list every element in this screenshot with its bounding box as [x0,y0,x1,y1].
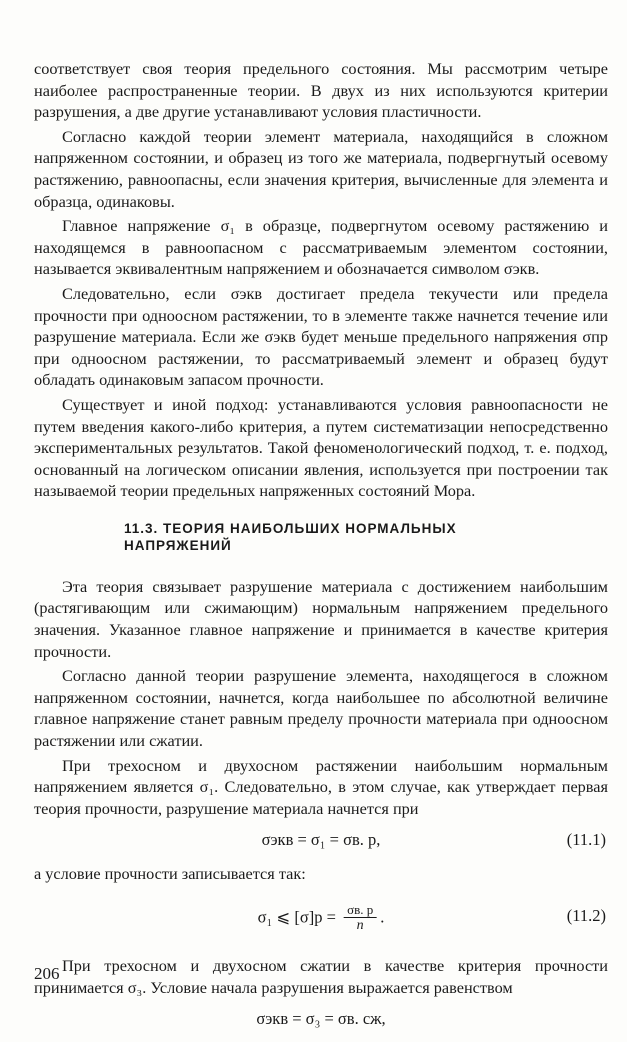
section-heading-line: 11.3. ТЕОРИЯ НАИБОЛЬШИХ НОРМАЛЬНЫХ [124,520,457,536]
equation-left: σ₁ ⩽ [σ]р = [257,907,336,927]
fraction-denominator: n [356,918,364,933]
fraction [344,903,376,934]
section-heading-line: НАПРЯЖЕНИЙ [124,537,232,553]
equation-number: (11.2) [566,906,606,925]
equation-number: (11.1) [566,830,606,850]
paragraph: Согласно данной теории разрушение элемента, находящегося в сложном напряженном состоянии, начнется, когда наибольшее по абсолютной величине главное напряжение станет равным пределу прочности материала при одноосном растяжении или сжатии. [34,666,608,751]
equation-11-2 [34,897,608,937]
paragraph: При трехосном и двухосном сжатии в качестве критерия прочности принимается σ₃. Условие начала разрушения выражается равенством [34,956,608,997]
paragraph: Эта теория связывает разрушение материала с достижением наибольшим (растягивающим или сжимающим) нормальным напряжением предельного значения. Указанное главное напряжение и принимается в качестве критерия прочности. [34,576,608,661]
equation-11-1 [34,827,608,853]
equation-tail: . [380,907,385,927]
paragraph: При трехосном и двухосном растяжении наибольшим нормальным напряжением является σ₁. Следовательно, в этом случае, как утверждает первая теория прочности, разрушение материала начнется при [34,755,608,818]
paragraph: Согласно каждой теории элемент материала, находящийся в сложном напряженном состоянии, и образец из того же материала, подвергнутый осевому растяжению, равноопасны, если значения критерия, вычисленные для элемента и образца, одинаковы. [34,126,608,211]
equation-expression: σэкв = σ₁ = σв. р, [261,830,381,850]
equation-expression: σэкв = σ₃ = σв. сж, [256,1009,386,1029]
equation-expression [258,903,385,934]
section-heading [124,520,608,554]
paragraph: Главное напряжение σ₁ в образце, подвергнутом осевому растяжению и находящемся в равноопасном с рассматриваемым элементом состоянии, называется эквивалентным напряжением и обозначается символом σэкв. [34,216,608,279]
paragraph: Существует и иной подход: устанавливаются условия равноопасности не путем введения какого-либо критерия, а путем систематизации непосредственно экспериментальных результатов. Такой феноменологический подход, т. е. подход, основанный на логическом описании явления, используется при построении так называемой теории предельных напряженных состояний Мора. [34,394,608,501]
paragraph: соответствует своя теория предельного состояния. Мы рассмотрим четыре наиболее распространенные теории. В двух из них используются критерии разрушения, а две другие устанавливают условия пластичности. [34,59,608,122]
page-number: 206 [34,964,60,983]
page-body [34,58,608,1042]
fraction-numerator: σв. р [344,903,376,918]
paragraph: Следовательно, если σэкв достигает предела текучести или предела прочности при одноосном растяжении, то в элементе также начнется течение или разрушение материала. Если же σэкв будет меньше предельного напряжения σпр при одноосном растяжении, то рассматриваемый элемент и образец будут обладать одинаковым запасом прочности. [34,283,608,390]
equation-compression [34,1006,608,1032]
paragraph: а условие прочности записывается так: [34,864,306,884]
